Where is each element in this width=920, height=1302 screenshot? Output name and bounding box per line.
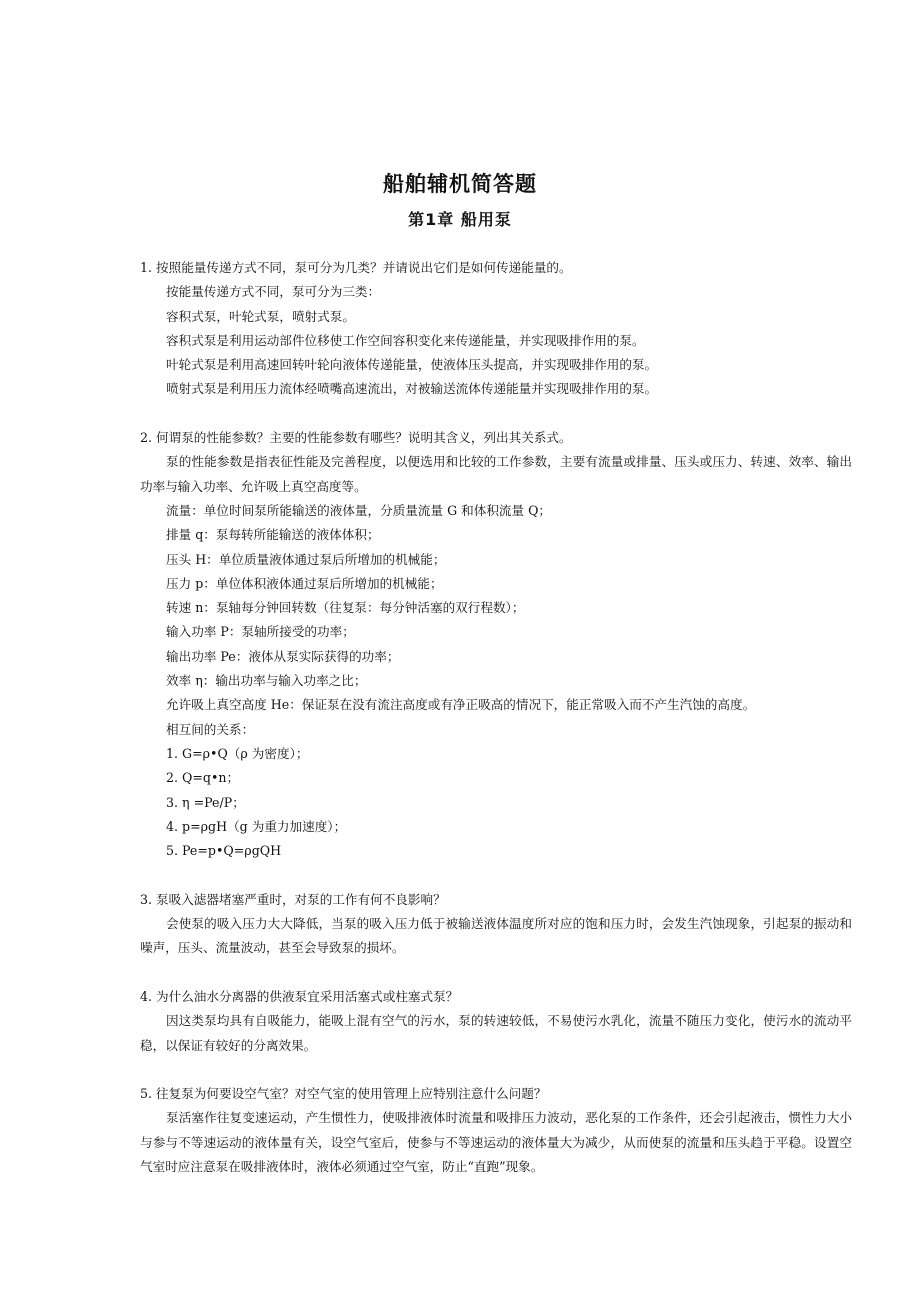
answer-paragraph: 泵的性能参数是指表征性能及完善程度，以便选用和比较的工作参数，主要有流量或排量、压头或压力、转速、效率、输出功率与输入功率、允许吸上真空高度等。 <box>140 454 852 494</box>
question-block-1 <box>140 256 852 402</box>
answer-line: 相互间的关系： <box>166 721 255 737</box>
answer-line: 输出功率 Pe：液体从泵实际获得的功率； <box>166 648 400 664</box>
answer-paragraph: 会使泵的吸入压力大大降低，当泵的吸入压力低于被输送液体温度所对应的饱和压力时，会发生汽蚀现象，引起泵的振动和噪声，压头、流量波动，甚至会导致泵的损坏。 <box>140 916 852 956</box>
answer-paragraph: 泵活塞作往复变速运动，产生惯性力，使吸排液体时流量和吸排压力波动，恶化泵的工作条件，还会引起液击，惯性力大小与参与不等速运动的液体量有关，设空气室后，使参与不等速运动的液体量大为减少，从而使泵的流量和压头趋于平稳。设置空气室时应注意泵在吸排液体时，液体必须通过空气室，防止“直跑”现象。 <box>140 1110 852 1174</box>
answer-line: 按能量传递方式不同，泵可分为三类： <box>166 284 381 300</box>
paragraph-gap <box>140 863 852 887</box>
chapter-heading: 第1章 船用泵 <box>408 210 512 229</box>
question-block-4 <box>140 985 852 1058</box>
answer-line: 排量 q：泵每转所能输送的液体体积； <box>166 527 380 543</box>
paragraph-gap <box>140 961 852 985</box>
answer-line: 容积式泵，叶轮式泵，喷射式泵。 <box>166 308 355 324</box>
formula-line: 4. p=ρgH（g 为重力加速度）； <box>166 818 347 834</box>
formula-line: 2. Q=q•n； <box>166 770 240 786</box>
question-block-5 <box>140 1082 852 1179</box>
answer-line: 流量：单位时间泵所能输送的液体量，分质量流量 G 和体积流量 Q； <box>166 502 552 518</box>
question-1: 1. 按照能量传递方式不同，泵可分为几类？并请说出它们是如何传递能量的。 <box>140 260 572 275</box>
answer-paragraph: 因这类泵均具有自吸能力，能吸上混有空气的污水，泵的转速较低，不易使污水乳化，流量不随压力变化，使污水的流动平稳，以保证有较好的分离效果。 <box>140 1013 852 1053</box>
formula-line: 1. G=ρ•Q（ρ 为密度）； <box>166 745 309 761</box>
answer-line: 叶轮式泵是利用高速回转叶轮向液体传递能量，使液体压头提高，并实现吸排作用的泵。 <box>166 357 658 373</box>
answer-line: 效率 η：输出功率与输入功率之比； <box>166 673 367 689</box>
question-block-2 <box>140 426 852 863</box>
question-4: 4. 为什么油水分离器的供液泵宜采用活塞式或柱塞式泵？ <box>140 988 459 1004</box>
answer-line: 压头 H：单位质量液体通过泵后所增加的机械能； <box>166 551 446 567</box>
answer-line: 输入功率 P：泵轴所接受的功率； <box>166 624 355 640</box>
answer-line: 喷射式泵是利用压力流体经喷嘴高速流出，对被输送流体传递能量并实现吸排作用的泵。 <box>166 381 658 397</box>
question-block-3 <box>140 888 852 961</box>
document-body <box>140 256 852 1179</box>
answer-line: 容积式泵是利用运动部件位移使工作空间容积变化来传递能量，并实现吸排作用的泵。 <box>166 332 645 348</box>
paragraph-gap <box>140 1058 852 1082</box>
answer-line: 允许吸上真空高度 He：保证泵在没有流注高度或有净正吸高的情况下，能正常吸入而不产生汽蚀的高度。 <box>166 697 756 713</box>
question-5: 5. 往复泵为何要设空气室？对空气室的使用管理上应特别注意什么问题？ <box>140 1086 547 1102</box>
document-title: 船舶辅机简答题 <box>383 172 537 196</box>
paragraph-gap <box>140 402 852 426</box>
formula-line: 3. η =Pe/P； <box>166 794 245 810</box>
answer-line: 压力 p：单位体积液体通过泵后所增加的机械能； <box>166 575 443 591</box>
question-3: 3. 泵吸入滤器堵塞严重时，对泵的工作有何不良影响？ <box>140 891 446 907</box>
answer-line: 转速 n：泵轴每分钟回转数（往复泵：每分钟活塞的双行程数）； <box>166 600 525 616</box>
formula-line: 5. Pe=p•Q=ρgQH <box>166 843 282 859</box>
question-2: 2. 何谓泵的性能参数？主要的性能参数有哪些？说明其含义，列出其关系式。 <box>140 430 572 446</box>
